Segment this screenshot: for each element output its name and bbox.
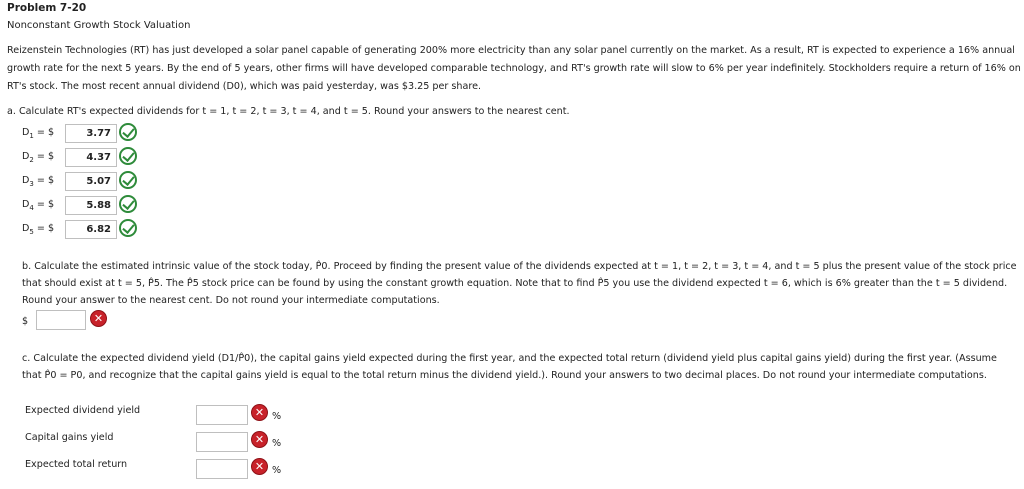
dividend-input-2[interactable]: 4.37 xyxy=(65,148,117,167)
check-icon xyxy=(119,147,137,165)
check-icon xyxy=(119,123,137,141)
check-icon xyxy=(119,195,137,213)
dividend-input-4[interactable]: 5.88 xyxy=(65,196,117,215)
x-icon: ✕ xyxy=(90,310,107,327)
total-return-label: Expected total return xyxy=(25,459,128,470)
problem-title: Problem 7-20 xyxy=(7,2,87,14)
capital-gains-label: Capital gains yield xyxy=(25,432,114,443)
dividend-label-4: $D_4$ = $ xyxy=(22,199,55,212)
part-a-question: a. Calculate RT's expected dividends for t = 1, t = 2, t = 3, t = 4, and t = 5. Round your answers to the nearest cent. xyxy=(7,106,570,117)
percent-unit: % xyxy=(272,411,282,422)
check-icon xyxy=(119,219,137,237)
percent-unit: % xyxy=(272,438,282,449)
intrinsic-value-input[interactable] xyxy=(36,310,86,330)
problem-intro: Reizenstein Technologies (RT) has just developed a solar panel capable of generating 200% more electricity than any solar panel currently on the market. As a result, RT is expected to experience a 16% annual growth rate for the next 5 years. By the end of 5 years, other firms will have developed comparable technology, and RT's growth rate will slow to 6% per year indefinitely. Stockholders require a return of 16% on RT's stock. The most recent annual dividend (D0), which was paid yesterday, was $3.25 per share. xyxy=(7,45,1021,92)
dividend-label-1: $D_1$ = $ xyxy=(22,127,55,140)
total-return-input[interactable] xyxy=(196,459,248,479)
dividend-input-1[interactable]: 3.77 xyxy=(65,124,117,143)
x-icon: ✕ xyxy=(251,431,268,448)
percent-unit: % xyxy=(272,465,282,476)
problem-subtitle: Nonconstant Growth Stock Valuation xyxy=(7,20,191,31)
dividend-input-5[interactable]: 6.82 xyxy=(65,220,117,239)
dividend-label-5: $D_5$ = $ xyxy=(22,223,55,236)
dividend-yield-input[interactable] xyxy=(196,405,248,425)
x-icon: ✕ xyxy=(251,404,268,421)
price-currency: $ xyxy=(22,316,29,327)
dividend-yield-label: Expected dividend yield xyxy=(25,405,141,416)
dividend-label-2: $D_2$ = $ xyxy=(22,151,55,164)
dividend-label-3: $D_3$ = $ xyxy=(22,175,55,188)
part-b-question: b. Calculate the estimated intrinsic value of the stock today, P̂0. Proceed by finding the present value of the dividends expected at t = 1, t = 2, t = 3, t = 4, and t = 5 plus the present value of the stock price that should exist at t = 5, P̂5. The P̂5 stock price can be found by using the constant growth equation. Note that to find P̂5 you use the dividend expected t = 6, which is 6% greater than the t = 5 dividend. Round your answer to the nearest cent. Do not round your intermediate computations. xyxy=(22,261,1017,306)
part-c-question: c. Calculate the expected dividend yield (D1/P̂0), the capital gains yield expected during the first year, and the expected total return (dividend yield plus capital gains yield) during the first year. (Assume that P̂0 = P0, and recognize that the capital gains yield is equal to the total return minus the dividend yield.). Round your answers to two decimal places. Do not round your intermediate computations. xyxy=(22,353,997,381)
capital-gains-input[interactable] xyxy=(196,432,248,452)
check-icon xyxy=(119,171,137,189)
x-icon: ✕ xyxy=(251,458,268,475)
dividend-input-3[interactable]: 5.07 xyxy=(65,172,117,191)
